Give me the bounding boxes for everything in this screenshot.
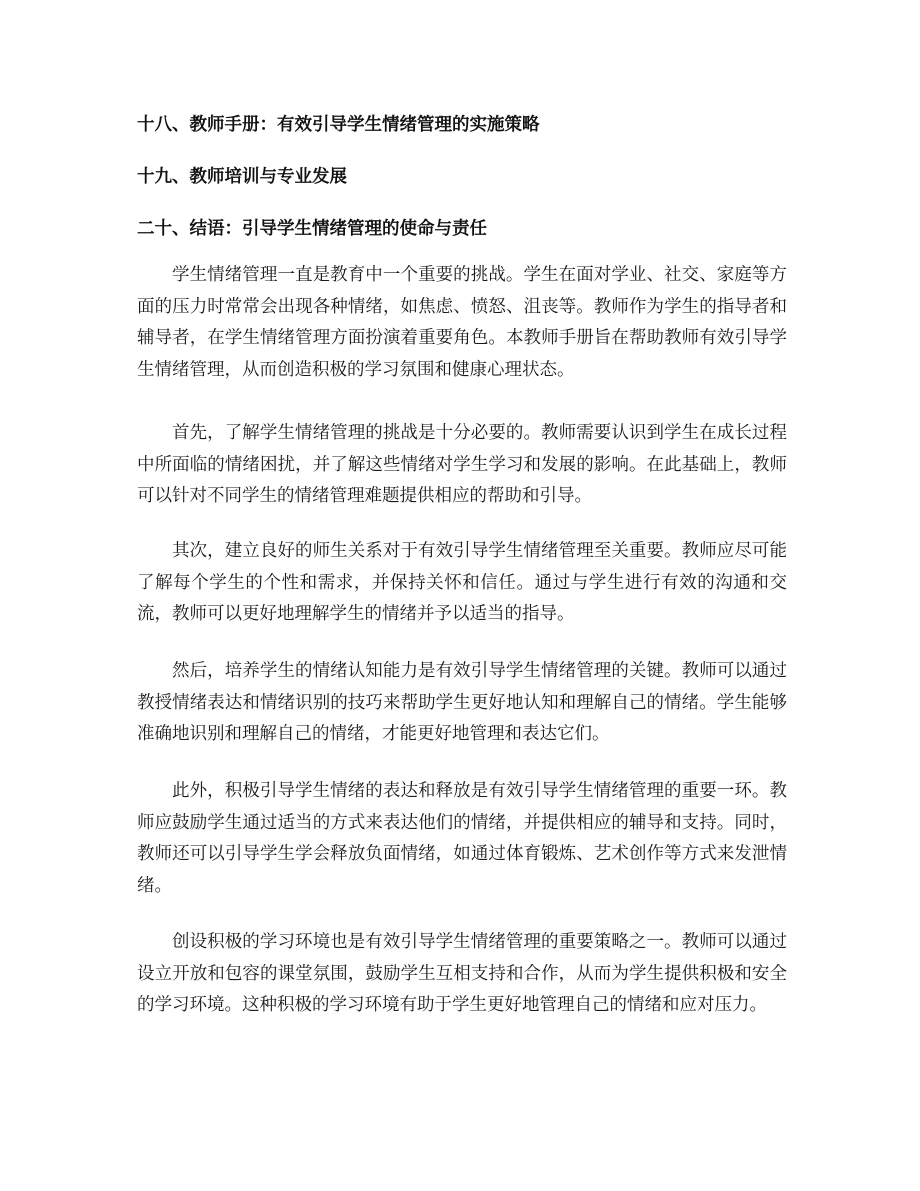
section-heading-20: 二十、结语：引导学生情绪管理的使命与责任	[137, 219, 487, 239]
paragraph-first: 首先，了解学生情绪管理的挑战是十分必要的。教师需要认识到学生在成长过程中所面临的情绪困扰，并了解这些情绪对学生学习和发展的影响。在此基础上，教师可以针对不同学生的情绪管理难题提供相应的帮助和引导。	[137, 423, 787, 506]
section-heading-18: 十八、教师手册：有效引导学生情绪管理的实施策略	[137, 115, 540, 135]
paragraph-second: 其次，建立良好的师生关系对于有效引导学生情绪管理至关重要。教师应尽可能了解每个学生的个性和需求，并保持关怀和信任。通过与学生进行有效的沟通和交流，教师可以更好地理解学生的情绪并予以适当的指导。	[137, 541, 787, 624]
paragraph-intro: 学生情绪管理一直是教育中一个重要的挑战。学生在面对学业、社交、家庭等方面的压力时常常会出现各种情绪，如焦虑、愤怒、沮丧等。教师作为学生的指导者和辅导者，在学生情绪管理方面扮演着重要角色。本教师手册旨在帮助教师有效引导学生情绪管理，从而创造积极的学习氛围和健康心理状态。	[137, 265, 787, 380]
paragraph-then: 然后，培养学生的情绪认知能力是有效引导学生情绪管理的关键。教师可以通过教授情绪表达和情绪识别的技巧来帮助学生更好地认知和理解自己的情绪。学生能够准确地识别和理解自己的情绪，才能更好地管理和表达它们。	[137, 661, 787, 744]
section-heading-19: 十九、教师培训与专业发展	[137, 167, 347, 187]
paragraph-moreover: 此外，积极引导学生情绪的表达和释放是有效引导学生情绪管理的重要一环。教师应鼓励学生通过适当的方式来表达他们的情绪，并提供相应的辅导和支持。同时，教师还可以引导学生学会释放负面情绪，如通过体育锻炼、艺术创作等方式来发泄情绪。	[137, 781, 787, 896]
paragraph-environment: 创设积极的学习环境也是有效引导学生情绪管理的重要策略之一。教师可以通过设立开放和包容的课堂氛围，鼓励学生互相支持和合作，从而为学生提供积极和安全的学习环境。这种积极的学习环境有助于学生更好地管理自己的情绪和应对压力。	[137, 932, 787, 1015]
